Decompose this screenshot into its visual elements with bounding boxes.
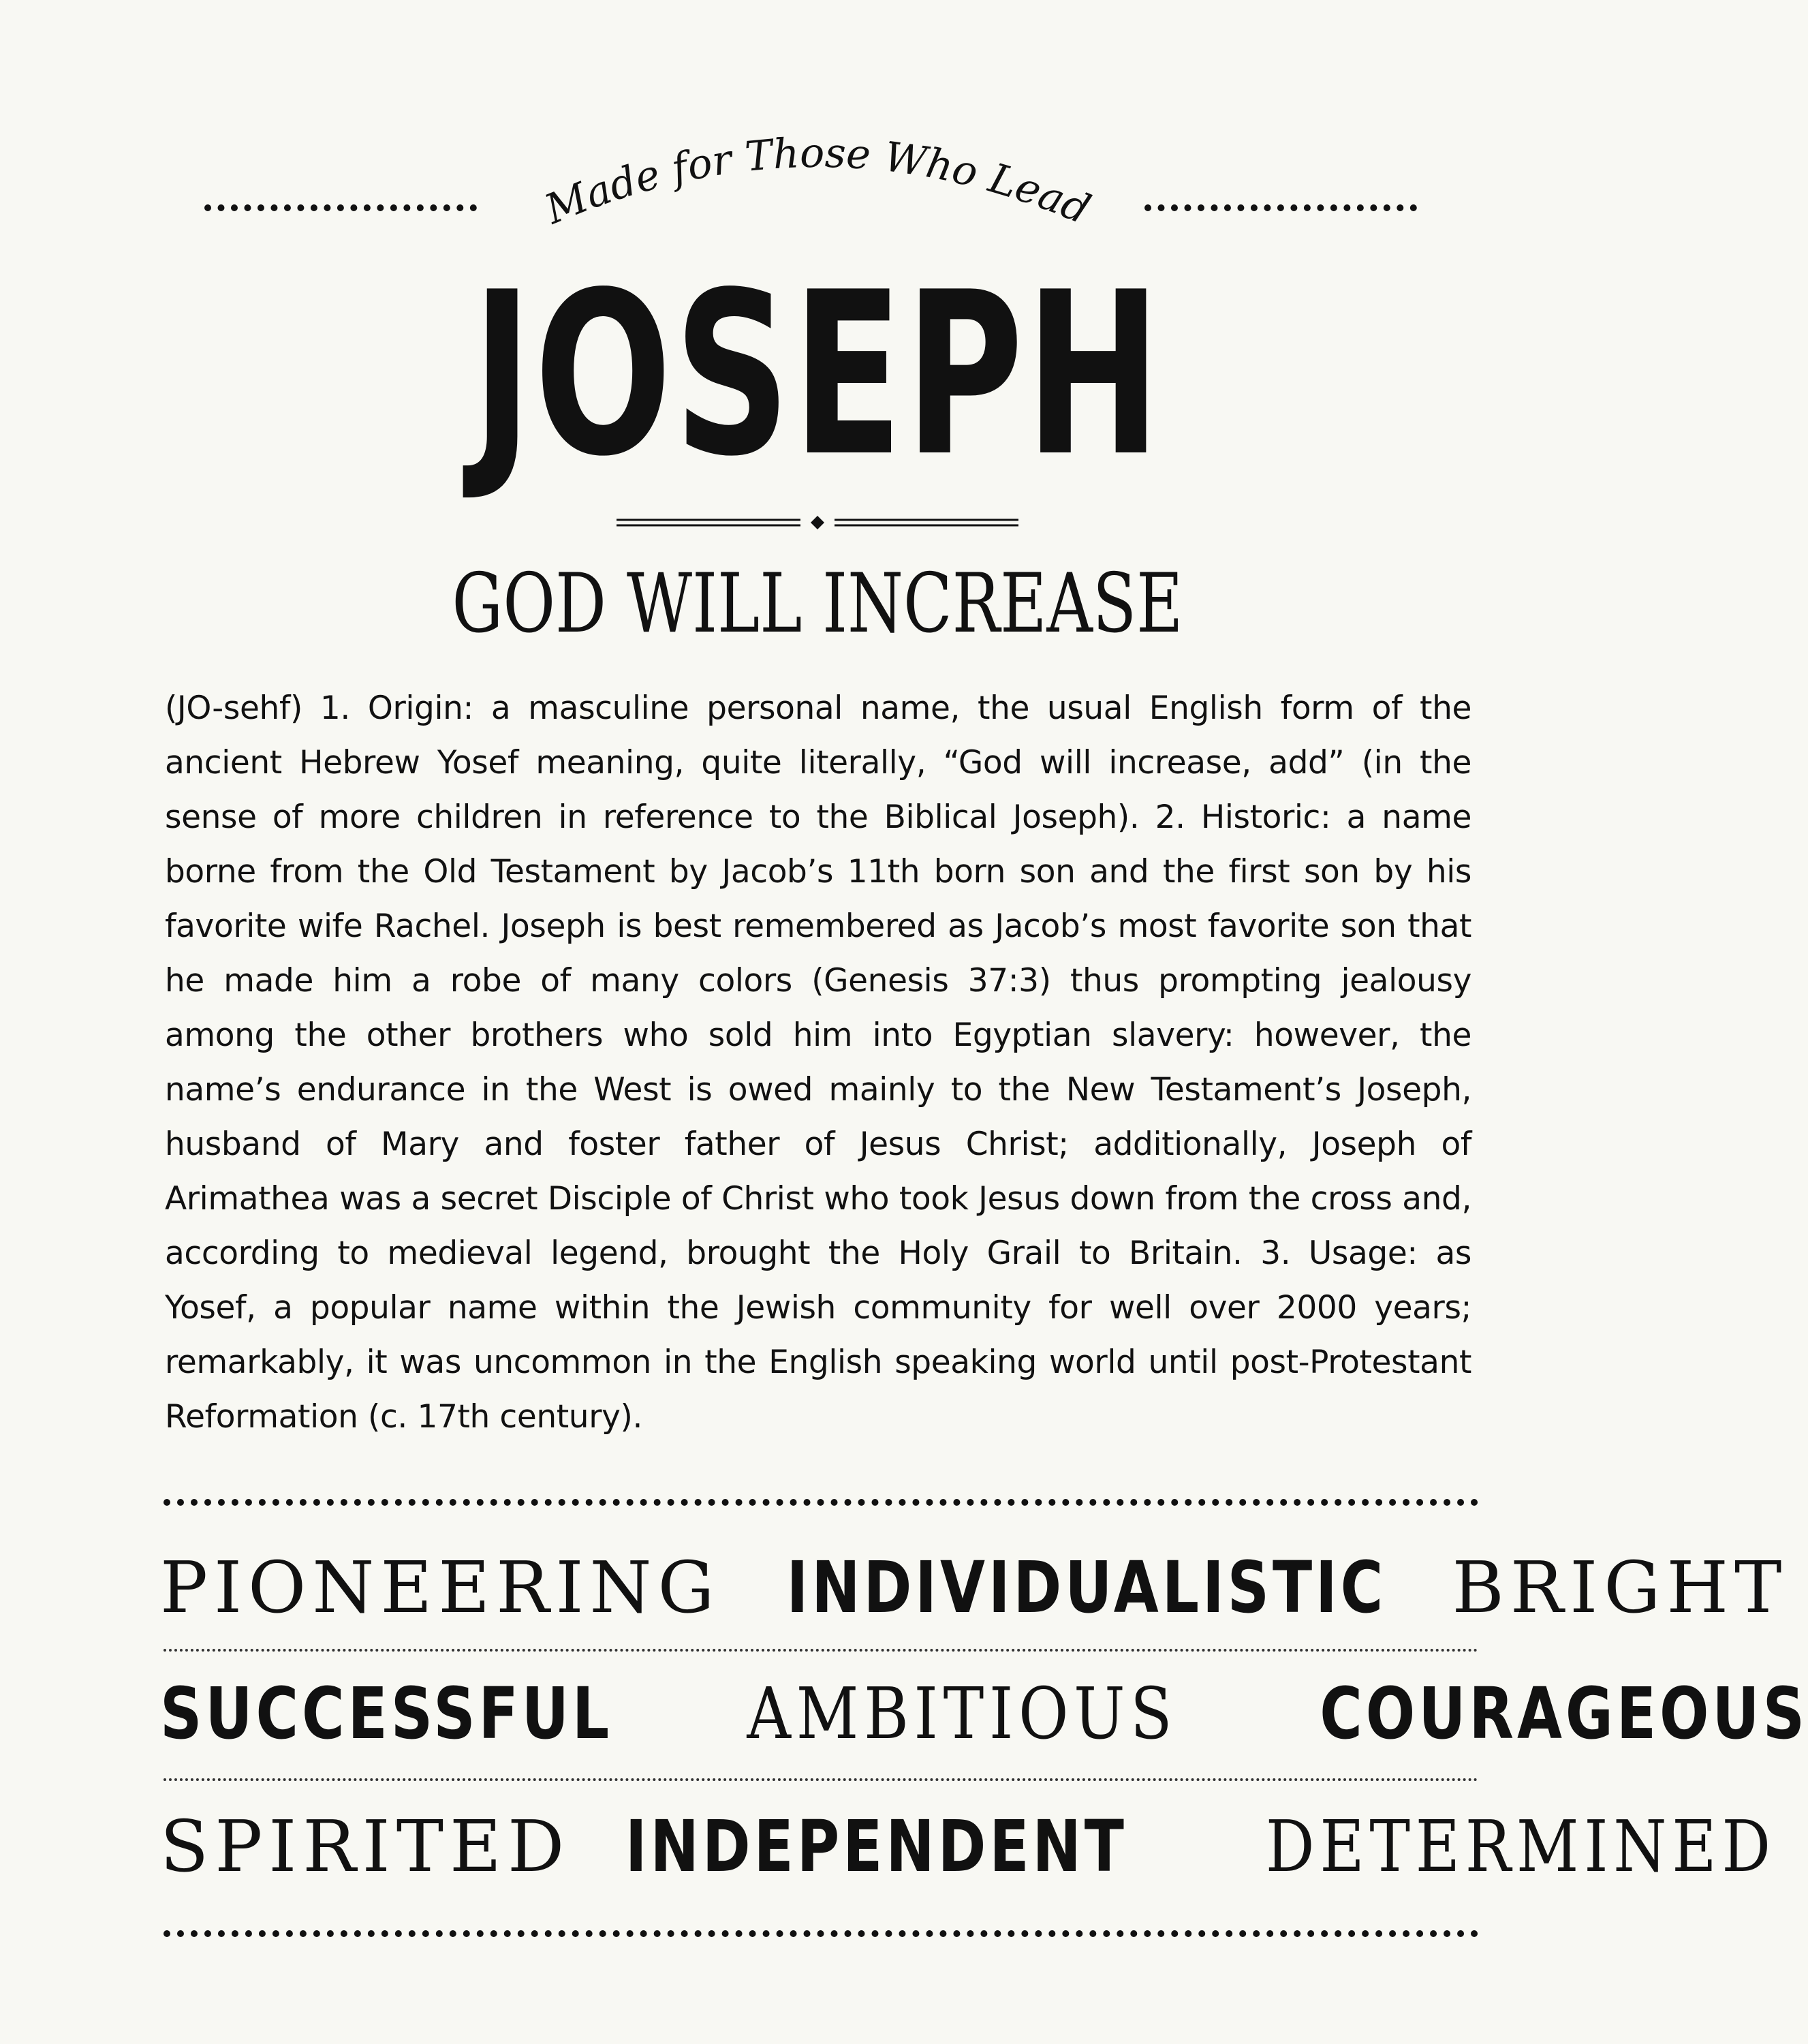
trait-word: SPIRITED <box>160 1805 571 1888</box>
tagline-arc <box>477 95 1158 259</box>
diamond-icon <box>811 516 824 529</box>
name-definition: (JO-sehf) 1. Origin: a masculine personal name, the usual English form of the ancient Hebrew Yosef meaning, quite literally, “God will increase, add” (in the sense of more children in reference to the Biblical Joseph). 2. Historic: a name borne from the Old Testament by Jacob’s 11th born son and the first son by his favorite wife Rachel. Joseph is best remembered as Jacob’s most favorite son that he made him a robe of many colors (Genesis 37:3) thus prompting jealousy among the other brothers who sold him into Egyptian slavery: however, the name’s endurance in the West is owed mainly to the New Testament’s Joseph, husband of Mary and foster father of Jesus Christ; additionally, Joseph of Arimathea was a secret Disciple of Christ who took Jesus down from the cross and, according to medieval legend, brought the Holy Grail to Britain. 3. Usage: as Yosef, a popular name within the Jewish community for well over 2000 years; remarkably, it was uncommon in the English speaking world until post-Protestant Reformation (c. 17th century). <box>165 690 1471 1436</box>
diamond-divider <box>617 512 1018 533</box>
trait-word: PIONEERING <box>160 1546 721 1629</box>
trait-word: DETERMINED <box>1266 1805 1776 1888</box>
name-title: JOSEPH <box>471 244 1164 506</box>
trait-word: AMBITIOUS <box>747 1672 1178 1755</box>
top-right-dotted-rule <box>1144 204 1417 211</box>
traits-top-dotted-rule <box>163 1499 1478 1506</box>
traits-dotted-separator <box>163 1778 1478 1781</box>
trait-word: INDIVIDUALISTIC <box>786 1546 1386 1629</box>
top-left-dotted-rule <box>204 204 477 211</box>
traits-dotted-separator <box>163 1649 1478 1652</box>
trait-word: INDEPENDENT <box>625 1805 1128 1888</box>
traits-row-2 <box>160 1672 1808 1755</box>
traits-bottom-dotted-rule <box>163 1930 1478 1937</box>
trait-word: COURAGEOUS <box>1319 1672 1808 1755</box>
tagline: Made for Those Who Lead <box>538 129 1097 234</box>
traits-row-1 <box>160 1546 1788 1629</box>
name-meaning: GOD WILL INCREASE <box>452 557 1183 651</box>
trait-word: BRIGHT <box>1452 1546 1788 1629</box>
trait-word: SUCCESSFUL <box>160 1672 613 1755</box>
traits-row-3 <box>160 1805 1776 1888</box>
